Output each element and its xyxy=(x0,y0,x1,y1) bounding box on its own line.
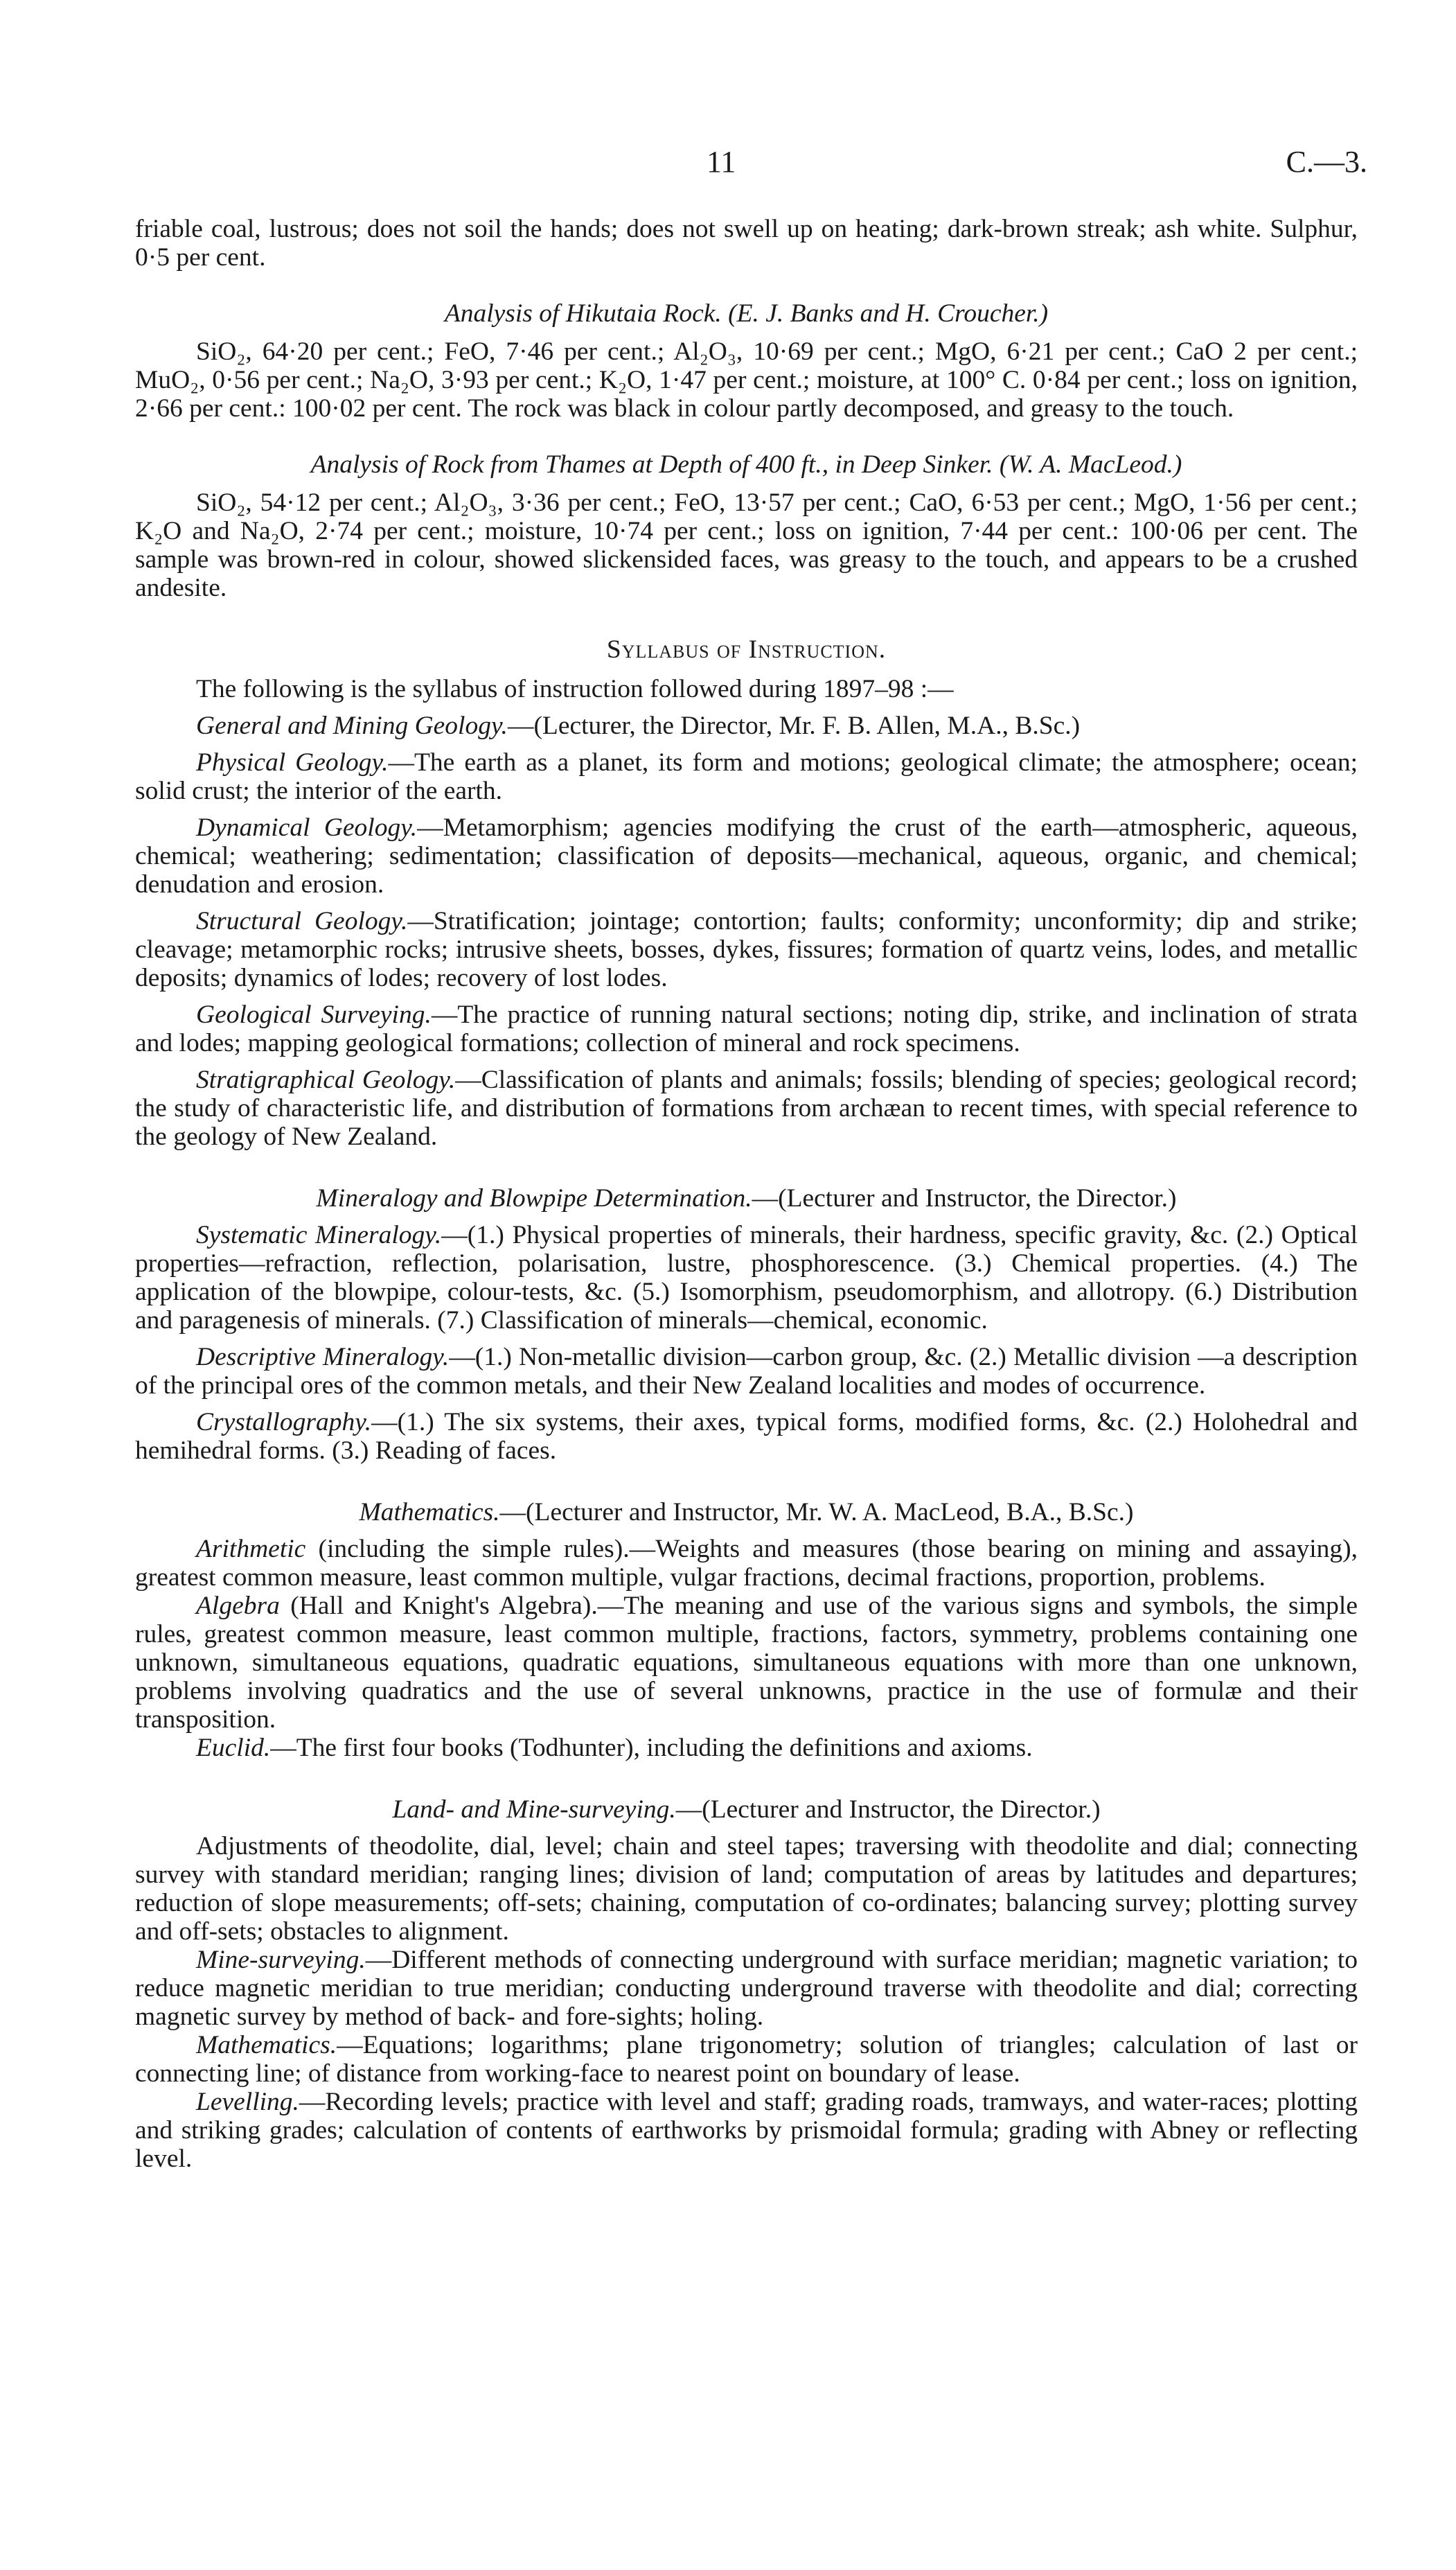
intro-paragraph: friable coal, lustrous; does not soil the hands; does not swell up on heating; dark-brown streak; ash white. Sulphur, 0·5 per cent. xyxy=(135,215,1358,272)
syllabus-title: Syllabus of Instruction. xyxy=(606,635,887,664)
analysis-hikutaia-heading: Analysis of Hikutaia Rock. (E. J. Banks and H. Croucher.) xyxy=(444,299,1049,328)
page-body xyxy=(135,215,1358,2173)
geology-item: Physical Geology.—The earth as a planet, its form and motions; geological climate; the atmosphere; ocean; solid crust; the interior of the earth. xyxy=(135,748,1358,805)
mathematics-heading: Mathematics.—(Lecturer and Instructor, Mr. W. A. MacLeod, B.A., B.Sc.) xyxy=(359,1498,1134,1526)
geology-item: Geological Surveying.—The practice of running natural sections; noting dip, strike, and inclination of strata and lodes; mapping geological formations; collection of mineral and rock specimens. xyxy=(135,1001,1358,1057)
geology-item: Dynamical Geology.—Metamorphism; agencies modifying the crust of the earth—atmospheric, aqueous, chemical; weathering; sedimentation; classification of deposits—mechanical, aqueous, organic, and chemical; denudation and erosion. xyxy=(135,813,1358,899)
mathematics-item: Arithmetic (including the simple rules).—Weights and measures (those bearing on mining and assaying), greatest common measure, least common multiple, vulgar fractions, decimal fractions, proportion, problems. xyxy=(135,1535,1358,1592)
surveying-heading: Land- and Mine-surveying.—(Lecturer and Instructor, the Director.) xyxy=(392,1795,1101,1824)
syllabus-intro: The following is the syllabus of instruction followed during 1897–98 :— xyxy=(196,675,954,703)
mathematics-item: Algebra (Hall and Knight's Algebra).—The meaning and use of the various signs and symbols, the simple rules, greatest common measure, least common multiple, fractions, factors, symmetry, problems containing one unknown, simultaneous equations, quadratic equations, simultaneous equations with more than one unknown, problems involving quadratics and the use of several unknowns, practice in the use of formulæ and their transposition. xyxy=(135,1592,1358,1734)
geology-item: Stratigraphical Geology.—Classification of plants and animals; fossils; blending of species; geological record; the study of characteristic life, and distribution of formations from archæan to recent times, with special reference to the geology of New Zealand. xyxy=(135,1066,1358,1151)
surveying-item: Mathematics.—Equations; logarithms; plane trigonometry; solution of triangles; calculation of last or connecting line; of distance from working-face to nearest point on boundary of lease. xyxy=(135,2031,1358,2088)
analysis-hikutaia-text: SiO₂, 64·20 per cent.; FeO, 7·46 per cent.; Al₂O₃, 10·69 per cent.; MgO, 6·21 per cent.; CaO 2 per cent.; MuO₂, 0·56 per cent.; Na₂O, 3·93 per cent.; K₂O, 1·47 per cent.; moisture, at 100° C. 0·84 per cent.; loss on ignition, 2·66 per cent.: 100·02 per cent. The rock was black in colour partly decomposed, and greasy to the touch. xyxy=(135,337,1358,423)
analysis-thames-text: SiO₂, 54·12 per cent.; Al₂O₃, 3·36 per cent.; FeO, 13·57 per cent.; CaO, 6·53 per cent.; MgO, 1·56 per cent.; K₂O and Na₂O, 2·74 per cent.; moisture, 10·74 per cent.; loss on ignition, 7·44 per cent.: 100·06 per cent. The sample was brown-red in colour, showed slickensided faces, was greasy to the touch, and appears to be a crushed andesite. xyxy=(135,489,1358,602)
mineralogy-item: Systematic Mineralogy.—(1.) Physical properties of minerals, their hardness, specific gravity, &c. (2.) Optical properties—refraction, reflection, polarisation, lustre, phosphorescence. (3.) Chemical properties. (4.) The application of the blowpipe, colour-tests, &c. (5.) Isomorphism, pseudomorphism, and allotropy. (6.) Distribution and paragenesis of minerals. (7.) Classification of minerals—chemical, economic. xyxy=(135,1221,1358,1335)
surveying-item: Levelling.—Recording levels; practice with level and staff; grading roads, tramways, and water-races; plotting and striking grades; calculation of contents of earthworks by prismoidal formula; grading with Abney or reflecting level. xyxy=(135,2088,1358,2173)
mathematics-item: Euclid.—The first four books (Todhunter), including the definitions and axioms. xyxy=(196,1734,1033,1762)
geology-heading: General and Mining Geology.—(Lecturer, the Director, Mr. F. B. Allen, M.A., B.Sc.) xyxy=(196,712,1081,740)
mineralogy-heading: Mineralogy and Blowpipe Determination.—(Lecturer and Instructor, the Director.) xyxy=(316,1184,1177,1213)
mineralogy-item: Crystallography.—(1.) The six systems, their axes, typical forms, modified forms, &c. (2.) Holohedral and hemihedral forms. (3.) Reading of faces. xyxy=(135,1408,1358,1465)
surveying-item: Mine-surveying.—Different methods of connecting underground with surface meridian; magnetic variation; to reduce magnetic meridian to true meridian; conducting underground traverse with theodolite and dial; correcting magnetic survey by method of back- and fore-sights; holing. xyxy=(135,1946,1358,2031)
geology-item: Structural Geology.—Stratification; jointage; contortion; faults; conformity; unconformity; dip and strike; cleavage; metamorphic rocks; intrusive sheets, bosses, dykes, fissures; formation of quartz veins, lodes, and metallic deposits; dynamics of lodes; recovery of lost lodes. xyxy=(135,907,1358,992)
document-reference: C.—3. xyxy=(1286,145,1367,179)
mineralogy-item: Descriptive Mineralogy.—(1.) Non-metallic division—carbon group, &c. (2.) Metallic division —a description of the principal ores of the common metals, and their New Zealand localities and modes of occurrence. xyxy=(135,1343,1358,1400)
analysis-thames-heading: Analysis of Rock from Thames at Depth of 400 ft., in Deep Sinker. (W. A. MacLeod.) xyxy=(310,450,1182,479)
surveying-intro: Adjustments of theodolite, dial, level; chain and steel tapes; traversing with theodolite and dial; connecting survey with standard meridian; ranging lines; division of land; computation of areas by latitudes and departures; reduction of slope measurements; off-sets; chaining, computation of co-ordinates; balancing survey; plotting survey and off-sets; obstacles to alignment. xyxy=(135,1832,1358,1946)
page-number: 11 xyxy=(707,145,736,179)
